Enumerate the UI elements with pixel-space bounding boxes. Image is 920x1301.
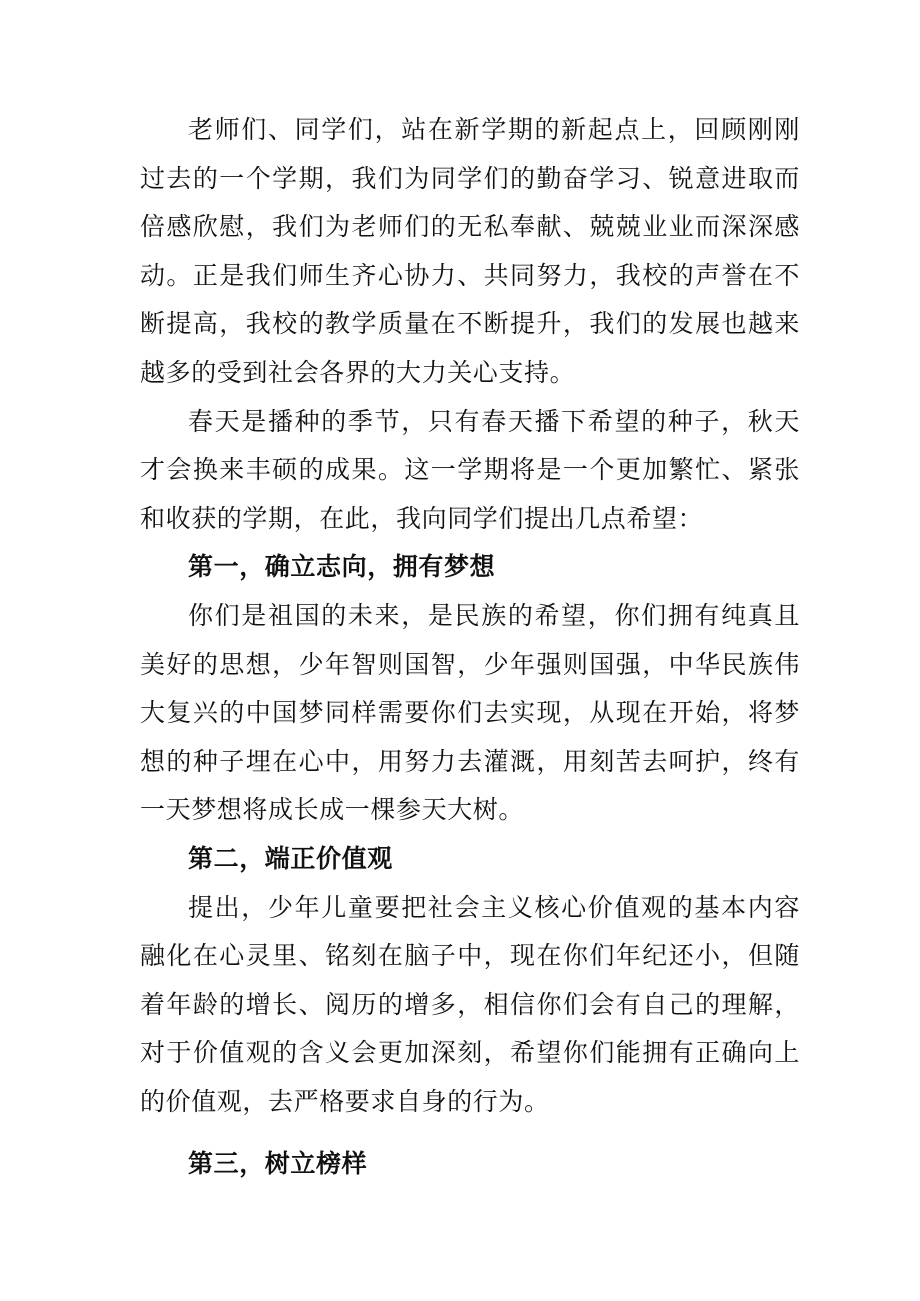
paragraph-spring: 春天是播种的季节，只有春天播下希望的种子，秋天才会换来丰硕的成果。这一学期将是一个更加繁忙、紧张和收获的学期，在此，我向同学们提出几点希望： [140, 406, 800, 533]
section-body-1: 你们是祖国的未来，是民族的希望，你们拥有纯真且美好的思想，少年智则国智，少年强则国强，中华民族伟大复兴的中国梦同样需要你们去实现，从现在开始，将梦想的种子埋在心中，用努力去灌溉，用刻苦去呵护，终有一天梦想将成长成一棵参天大树。 [140, 600, 800, 825]
section-heading-3: 第三，树立榜样 [188, 1149, 368, 1179]
section-body-2: 提出，少年儿童要把社会主义核心价值观的基本内容融化在心灵里、铭刻在脑子中，现在你们年纪还小，但随着年龄的增长、阅历的增多，相信你们会有自己的理解，对于价值观的含义会更加深刻，希望你们能拥有正确向上的价值观，去严格要求自身的行为。 [140, 892, 800, 1116]
section-heading-1: 第一，确立志向，拥有梦想 [188, 552, 496, 582]
section-heading-2: 第二，端正价值观 [188, 843, 393, 873]
paragraph-intro: 老师们、同学们，站在新学期的新起点上，回顾刚刚过去的一个学期，我们为同学们的勤奋学习、锐意进取而倍感欣慰，我们为老师们的无私奉献、兢兢业业而深深感动。正是我们师生齐心协力、共同努力，我校的声誉在不断提高，我校的教学质量在不断提升，我们的发展也越来越多的受到社会各界的大力关心支持。 [140, 115, 800, 387]
document-body [140, 106, 800, 1189]
